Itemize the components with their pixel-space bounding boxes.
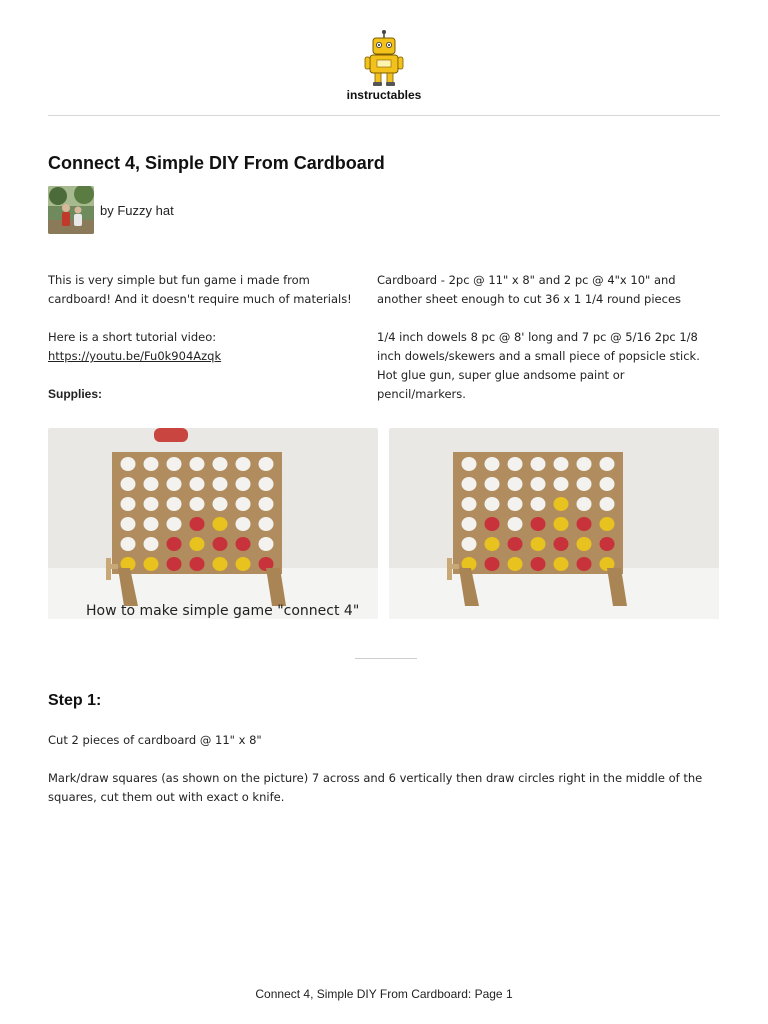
intro-left-column [48,271,368,404]
materials-paragraph: Cardboard - 2pc @ 11" x 8" and 2 pc @ 4"x 10" and another sheet enough to cut 36 x 1 1/4 round pieces [377,273,682,306]
board-photo [389,428,719,619]
robot-mascot-icon [362,30,406,88]
avatar[interactable] [48,186,94,234]
video-caption: How to make simple game "connect 4" [86,603,360,619]
step-title: Step 1: [48,692,102,709]
brand-name[interactable]: instructables [346,88,422,102]
page-footer: Connect 4, Simple DIY From Cardboard: Page 1 [255,987,513,1001]
logo[interactable] [0,30,768,92]
step-paragraph-2: Mark/draw squares (as shown on the picture) 7 across and 6 vertically then draw circles right in the middle of the squares, cut them out with exact o knife. [48,771,703,804]
step-paragraph-1: Cut 2 pieces of cardboard @ 11" x 8" [48,733,262,747]
header-divider [48,115,720,116]
video-label: Here is a short tutorial video: [48,330,217,344]
video-thumbnail[interactable] [48,428,378,619]
tools-paragraph: 1/4 inch dowels 8 pc @ 8' long and 7 pc @ 5/16 2pc 1/8 inch dowels/skewers and a small piece of popsicle stick. Hot glue gun, super glue andsome paint or pencil/markers. [377,330,700,401]
supplies-label: Supplies: [48,387,103,401]
section-divider [355,658,417,659]
connect4-board-photo-left [48,428,378,619]
connect4-board-photo-right [389,428,719,619]
video-link[interactable]: https://youtu.be/Fu0k904Azqk [48,349,222,363]
intro-paragraph: This is very simple but fun game i made from cardboard! And it doesn't require much of materials! [48,273,352,306]
author-byline[interactable]: by Fuzzy hat [100,203,174,218]
intro-right-column [377,271,707,423]
avatar-image [48,186,94,234]
page-title: Connect 4, Simple DIY From Cardboard [48,153,385,173]
video-paragraph [48,328,368,366]
